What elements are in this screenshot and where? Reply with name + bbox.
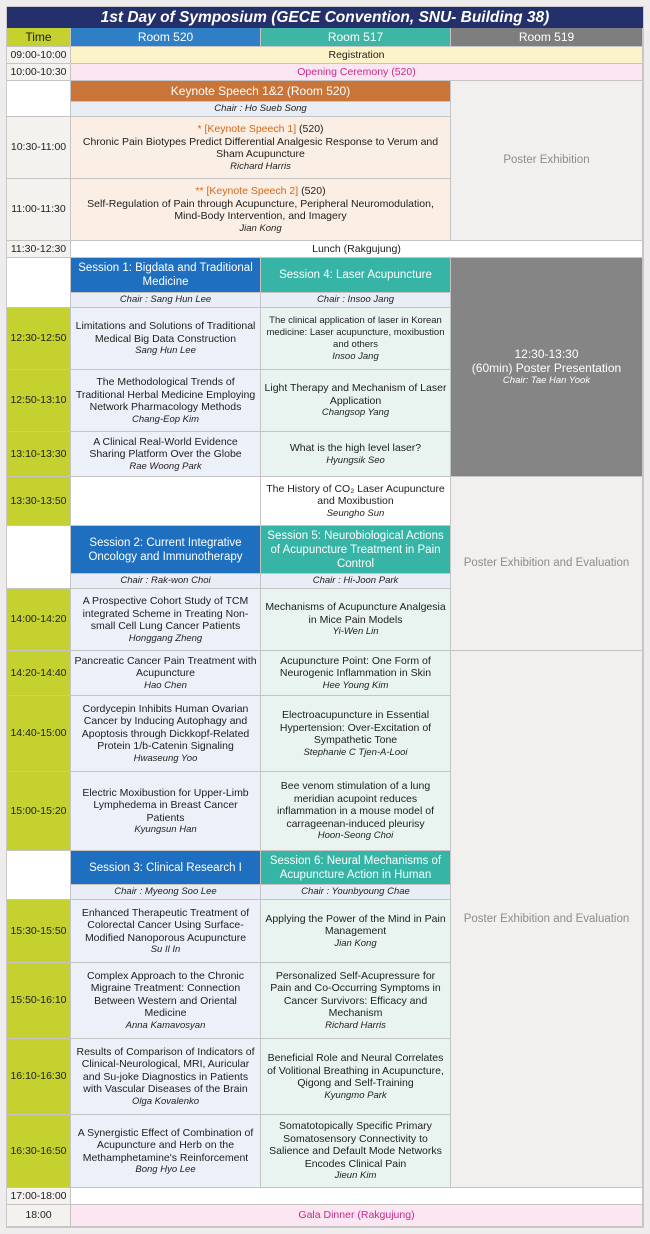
time-cell-empty — [7, 526, 71, 589]
talk-title: The clinical application of laser in Korean medicine: Laser acupuncture, moxibustion and others — [266, 314, 445, 350]
talk-speaker: Hoon-Seong Choi — [317, 830, 394, 842]
talk-title: The Methodological Trends of Traditional Herbal Medicine Employing Network Pharmacology Methods — [75, 376, 256, 413]
talk-speaker: Yi-Wen Lin — [332, 626, 379, 638]
talk-title: Light Therapy and Mechanism of Laser Application — [264, 382, 447, 407]
keynote-2-tag: ** [Keynote Speech 2] — [195, 185, 299, 197]
poster-presentation-cell — [451, 258, 643, 477]
talk-speaker: Insoo Jang — [332, 350, 379, 362]
talk-cell — [261, 651, 451, 696]
talk-cell — [71, 696, 261, 772]
presentation-label: (60min) Poster Presentation — [471, 361, 622, 376]
talk-title: Electroacupuncture in Essential Hypertension: Over-Excitation of Sympathetic Tone — [279, 709, 432, 746]
talk-speaker: Rae Woong Park — [129, 460, 202, 472]
session-2-header: Session 2: Current Integrative Oncology and Immunotherapy — [71, 526, 261, 574]
keynote-1-tag: * [Keynote Speech 1] — [197, 123, 297, 135]
talk-speaker: Su Il In — [150, 944, 181, 955]
talk-cell — [261, 1115, 451, 1188]
time-cell: 13:10-13:30 — [7, 432, 71, 477]
talk-cell — [261, 370, 451, 432]
session-2-chair: Chair : Rak-won Choi — [71, 574, 261, 589]
talk-title: Mechanisms of Acupuncture Analgesia in Mice Pain Models — [265, 601, 446, 626]
talk-speaker: Hyungsik Seo — [326, 454, 385, 466]
talk-speaker: Kyungsun Han — [134, 824, 197, 835]
talk-cell — [261, 900, 451, 963]
talk-title: Personalized Self-Acupressure for Pain and Co-Occurring Symptoms in Cancer Survivors: Efficacy and Mechanism — [270, 969, 441, 1020]
talk-title: Enhanced Therapeutic Treatment of Colorectal Cancer Using Surface-Modified Nanoporous Acupuncture — [81, 906, 250, 944]
time-cell: 15:30-15:50 — [7, 900, 71, 963]
lunch-cell: Lunch (Rakgujung) — [71, 241, 643, 258]
room-520-header: Room 520 — [71, 28, 261, 47]
talk-speaker: Jian Kong — [334, 937, 377, 949]
session-1-chair: Chair : Sang Hun Lee — [71, 293, 261, 308]
talk-title: Cordycepin Inhibits Human Ovarian Cancer by Inducing Autophagy and Apoptosis through Dickkopf-Related Protein 1/b-Catenin Signaling — [81, 702, 250, 753]
talk-cell — [71, 772, 261, 851]
talk-speaker: Jieun Kim — [334, 1170, 377, 1182]
time-cell: 15:50-16:10 — [7, 963, 71, 1039]
time-cell: 11:30-12:30 — [7, 241, 71, 258]
time-cell: 12:30-12:50 — [7, 308, 71, 370]
opening-ceremony-cell: Opening Ceremony (520) — [71, 64, 643, 81]
keynote-2-title: Self-Regulation of Pain through Acupuncture, Peripheral Neuromodulation, Mind-Body Intervention, and Imagery — [87, 197, 434, 222]
session-4-header: Session 4: Laser Acupuncture — [261, 258, 451, 293]
time-cell-empty — [7, 81, 71, 117]
presentation-time: 12:30-13:30 — [514, 347, 579, 362]
empty-talk-cell — [71, 477, 261, 526]
talk-cell — [261, 963, 451, 1039]
poster-evaluation-cell: Poster Exhibition and Evaluation — [451, 477, 643, 651]
talk-title: A Clinical Real-World Evidence Sharing Platform Over the Globe — [89, 435, 242, 461]
poster-exhibition-cell: Poster Exhibition — [451, 81, 643, 241]
talk-title: Acupuncture Point: One Form of Neurogenic Inflammation in Skin — [279, 654, 432, 680]
talk-speaker: Sang Hun Lee — [135, 345, 196, 357]
talk-title: A Synergistic Effect of Combination of Acupuncture and Herb on the Methamphetamine's Reinforcement — [77, 1126, 254, 1164]
time-cell: 15:00-15:20 — [7, 772, 71, 851]
talk-cell — [71, 1039, 261, 1115]
time-cell: 11:00-11:30 — [7, 179, 71, 241]
time-cell: 14:00-14:20 — [7, 589, 71, 651]
talk-speaker: Olga Kovalenko — [131, 1095, 200, 1107]
talk-title: Results of Comparison of Indicators of Clinical-Neurological, MRI, Auricular and Su-joke Diagnostics in Patients with Vascular Diseases of the Brain — [76, 1045, 255, 1096]
room-517-header: Room 517 — [261, 28, 451, 47]
talk-cell — [261, 477, 451, 526]
session-3-chair: Chair : Myeong Soo Lee — [71, 885, 261, 900]
closing-cell — [71, 1188, 643, 1205]
session-1-header: Session 1: Bigdata and Traditional Medicine — [71, 258, 261, 293]
talk-title: A Prospective Cohort Study of TCM integrated Scheme in Treating Non-small Cell Lung Cancer Patients — [82, 595, 249, 632]
page-title: 1st Day of Symposium (GECE Convention, SNU- Building 38) — [7, 7, 643, 28]
talk-cell — [71, 370, 261, 432]
talk-speaker: Honggang Zheng — [128, 632, 203, 644]
talk-cell — [261, 589, 451, 651]
poster-evaluation-cell: Poster Exhibition and Evaluation — [451, 651, 643, 1188]
talk-speaker: Chang-Eop Kim — [131, 413, 200, 425]
talk-title: Electric Moxibustion for Upper-Limb Lymphedema in Breast Cancer Patients — [82, 786, 249, 824]
talk-speaker: Changsop Yang — [321, 407, 390, 419]
talk-title: Beneficial Role and Neural Correlates of Volitional Breathing in Acupuncture, Qigong and Self-Training — [267, 1052, 444, 1089]
talk-cell — [71, 963, 261, 1039]
talk-speaker: Hwaseung Yoo — [133, 752, 198, 764]
keynote-2-room: (520) — [298, 185, 326, 197]
talk-title: Bee venom stimulation of a lung meridian acupoint reduces inflammation in a mouse model of carrageenan-induced pleurisy — [277, 780, 434, 830]
talk-title: Applying the Power of the Mind in Pain Management — [265, 912, 446, 938]
gala-dinner-cell: Gala Dinner (Rakgujung) — [71, 1205, 643, 1227]
time-cell: 18:00 — [7, 1205, 71, 1227]
time-cell: 09:00-10:00 — [7, 47, 71, 64]
talk-cell — [261, 772, 451, 851]
keynote-chair: Chair : Ho Sueb Song — [71, 102, 451, 117]
keynote-1-room: (520) — [296, 123, 324, 135]
session-6-header: Session 6: Neural Mechanisms of Acupuncture Action in Human — [261, 851, 451, 885]
talk-cell — [71, 1115, 261, 1188]
time-cell: 14:20-14:40 — [7, 651, 71, 696]
presentation-chair: Chair: Tae Han Yook — [502, 375, 591, 387]
talk-cell — [71, 589, 261, 651]
talk-cell — [261, 1039, 451, 1115]
keynote-1-speaker: Richard Harris — [230, 160, 291, 172]
talk-title: What is the high level laser? — [289, 442, 422, 454]
keynote-header: Keynote Speech 1&2 (Room 520) — [71, 81, 451, 102]
keynote-1-cell — [71, 117, 451, 179]
session-5-header: Session 5: Neurobiological Actions of Acupuncture Treatment in Pain Control — [261, 526, 451, 574]
talk-cell — [261, 308, 451, 370]
talk-title: Complex Approach to the Chronic Migraine Treatment: Connection Between Western and Oriental Medicine — [86, 969, 244, 1020]
talk-cell — [71, 432, 261, 477]
time-cell: 16:30-16:50 — [7, 1115, 71, 1188]
time-cell: 14:40-15:00 — [7, 696, 71, 772]
talk-title: Pancreatic Cancer Pain Treatment with Acupuncture — [74, 654, 257, 680]
time-cell: 16:10-16:30 — [7, 1039, 71, 1115]
talk-speaker: Richard Harris — [325, 1019, 386, 1031]
time-cell: 12:50-13:10 — [7, 370, 71, 432]
session-4-chair: Chair : Insoo Jang — [261, 293, 451, 308]
talk-speaker: Hee Young Kim — [322, 679, 389, 691]
room-519-header: Room 519 — [451, 28, 643, 47]
talk-cell — [71, 651, 261, 696]
talk-speaker: Bong Hyo Lee — [135, 1164, 196, 1175]
talk-speaker: Kyungmo Park — [324, 1089, 387, 1101]
keynote-2-cell — [71, 179, 451, 241]
talk-title: Somatotopically Specific Primary Somatosensory Connectivity to Salience and Default Mode Networks Encodes Clinical Pain — [269, 1120, 442, 1170]
keynote-2-speaker: Jian Kong — [239, 222, 282, 234]
keynote-1-title: Chronic Pain Biotypes Predict Differential Analgesic Response to Verum and Sham Acupuncture — [82, 135, 439, 160]
talk-speaker: Stephanie C Tjen-A-Looi — [303, 746, 408, 758]
talk-title: The History of CO₂ Laser Acupuncture and Moxibustion — [266, 482, 445, 508]
registration-cell: Registration — [71, 47, 643, 64]
session-5-chair: Chair : Hi-Joon Park — [261, 574, 451, 589]
time-cell-empty — [7, 851, 71, 900]
time-cell-empty — [7, 258, 71, 308]
talk-cell — [71, 308, 261, 370]
time-cell: 17:00-18:00 — [7, 1188, 71, 1205]
time-header: Time — [7, 28, 71, 47]
time-cell: 13:30-13:50 — [7, 477, 71, 526]
time-cell: 10:00-10:30 — [7, 64, 71, 81]
talk-cell — [71, 900, 261, 963]
session-3-header: Session 3: Clinical Research I — [71, 851, 261, 885]
talk-speaker: Seungho Sun — [326, 507, 385, 519]
talk-cell — [261, 432, 451, 477]
time-cell: 10:30-11:00 — [7, 117, 71, 179]
schedule-table — [6, 6, 644, 1228]
talk-title: Limitations and Solutions of Traditional Medical Big Data Construction — [75, 320, 256, 345]
session-6-chair: Chair : Younbyoung Chae — [261, 885, 451, 900]
talk-speaker: Anna Kamavosyan — [125, 1019, 206, 1031]
talk-speaker: Hao Chen — [144, 679, 187, 691]
talk-cell — [261, 696, 451, 772]
